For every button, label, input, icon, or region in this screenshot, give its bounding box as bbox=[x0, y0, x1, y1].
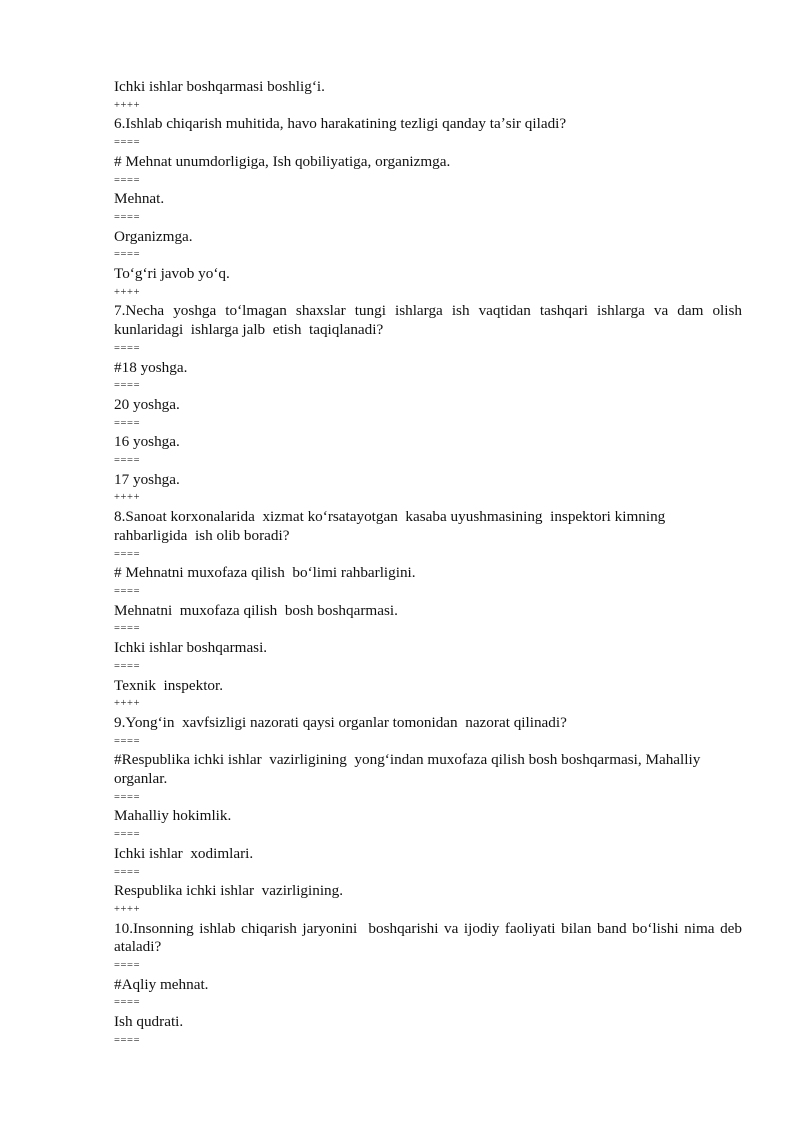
separator-line: ==== bbox=[114, 997, 141, 1009]
text-line: 6.Ishlab chiqarish muhitida, havo harakatining tezligi qanday taʼsir qiladi? bbox=[114, 115, 567, 133]
text-line: Mehnatni muxofaza qilish bosh boshqarmasi. bbox=[114, 601, 398, 619]
text-line: Ish qudrati. bbox=[114, 1013, 184, 1031]
separator-line: ==== bbox=[114, 660, 141, 672]
separator-line: ==== bbox=[114, 1034, 141, 1046]
separator-line: ==== bbox=[114, 342, 141, 354]
text-line: 17 yoshga. bbox=[114, 470, 180, 488]
separator-line: ==== bbox=[114, 137, 141, 149]
separator-line: ==== bbox=[114, 249, 141, 261]
text-line: Ichki ishlar boshqarmasi boshligʻi. bbox=[114, 78, 325, 95]
text-line: 8.Sanoat korxonalarida xizmat koʻrsatayotgan kasaba uyushmasining inspektori kimning rahbarligida ish olib boradi? bbox=[114, 508, 670, 544]
separator-line: ==== bbox=[114, 417, 141, 429]
document-page bbox=[114, 78, 746, 1051]
text-line: Mehnat. bbox=[114, 190, 165, 208]
separator-line: ++++ bbox=[114, 903, 141, 915]
text-line: Texnik inspektor. bbox=[114, 676, 224, 694]
separator-line: ++++ bbox=[114, 286, 141, 298]
text-line: Respublika ichki ishlar vazirligining. bbox=[114, 882, 344, 900]
separator-line: ==== bbox=[114, 866, 141, 878]
text-line: #18 yoshga. bbox=[114, 358, 188, 376]
text-line: Toʻgʻri javob yoʻq. bbox=[114, 265, 230, 283]
text-line: #Aqliy mehnat. bbox=[114, 975, 209, 993]
separator-line: ==== bbox=[114, 735, 141, 747]
text-line: 10.Insonning ishlab chiqarish jaryonini boshqarishi va ijodiy faoliyati bilan band boʻlishi nima deb ataladi? bbox=[114, 919, 746, 956]
text-line: 16 yoshga. bbox=[114, 433, 180, 451]
separator-line: ==== bbox=[114, 455, 141, 467]
separator-line: ==== bbox=[114, 791, 141, 803]
text-line: Mahalliy hokimlik. bbox=[114, 807, 232, 825]
text-line: # Mehnat unumdorligiga, Ish qobiliyatiga, organizmga. bbox=[114, 152, 451, 170]
text-line: Organizmga. bbox=[114, 227, 193, 245]
text-line: Ichki ishlar xodimlari. bbox=[114, 844, 254, 862]
separator-line: ==== bbox=[114, 623, 141, 635]
text-line: #Respublika ichki ishlar vazirligining yongʻindan muxofaza qilish bosh boshqarmasi, Mahalliy organlar. bbox=[114, 751, 705, 788]
text-line: # Mehnatni muxofaza qilish boʻlimi rahbarligini. bbox=[114, 564, 416, 582]
separator-line: ==== bbox=[114, 211, 141, 223]
separator-line: ==== bbox=[114, 829, 141, 841]
separator-line: ++++ bbox=[114, 99, 141, 111]
text-line: 9.Yongʻin xavfsizligi nazorati qaysi organlar tomonidan nazorat qilinadi? bbox=[114, 713, 567, 731]
separator-line: ==== bbox=[114, 380, 141, 392]
separator-line: ==== bbox=[114, 585, 141, 597]
separator-line: ==== bbox=[114, 960, 141, 972]
separator-line: ==== bbox=[114, 174, 141, 186]
document-body bbox=[114, 78, 746, 1051]
text-line: 20 yoshga. bbox=[114, 395, 180, 413]
separator-line: ==== bbox=[114, 548, 141, 560]
separator-line: ++++ bbox=[114, 492, 141, 504]
text-line: 7.Necha yoshga toʻlmagan shaxslar tungi ishlarga ish vaqtidan tashqari ishlarga va dam olish kunlaridagi ishlarga jalb etish taqiqlanadi? bbox=[114, 302, 746, 339]
separator-line: ++++ bbox=[114, 698, 141, 710]
text-line: Ichki ishlar boshqarmasi. bbox=[114, 639, 268, 657]
